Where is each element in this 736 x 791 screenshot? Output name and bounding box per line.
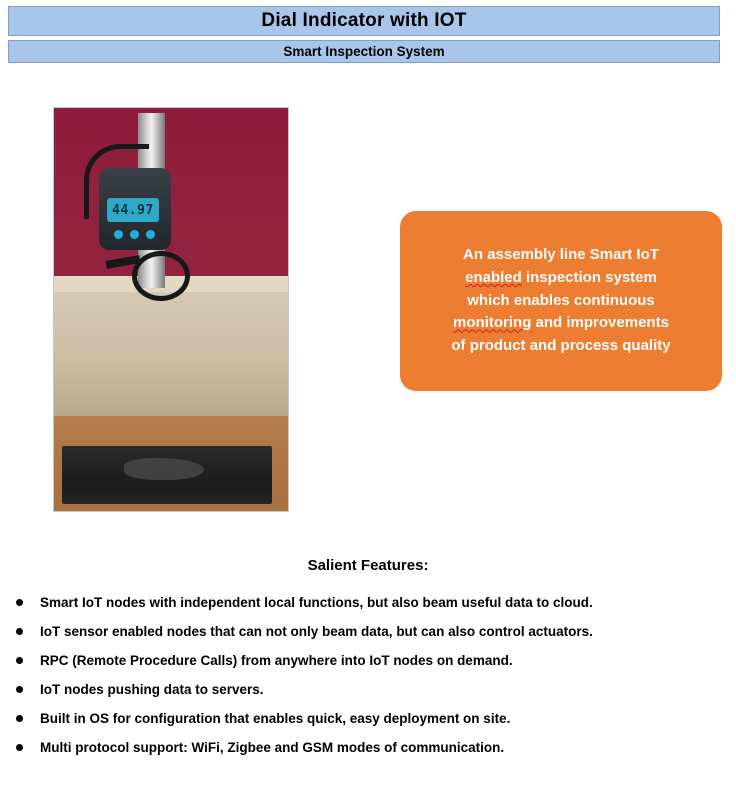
callout-line-4-rest: and improvements <box>531 314 669 332</box>
gauge-reading-value: 44.97 <box>112 202 154 218</box>
callout-line-5: of product and process quality <box>451 337 671 355</box>
feature-text: Built in OS for configuration that enables quick, easy deployment on site. <box>40 711 511 726</box>
bullet-icon <box>16 744 23 751</box>
gauge-display <box>107 198 159 222</box>
list-item <box>0 733 736 762</box>
page-subtitle: Smart Inspection System <box>283 44 445 59</box>
feature-text: IoT sensor enabled nodes that can not only beam data, but can also control actuators. <box>40 624 593 639</box>
list-item <box>0 704 736 733</box>
callout-line-2-rest: inspection system <box>521 268 657 286</box>
dial-indicator-photo <box>53 107 289 512</box>
photo-base-smudge <box>124 458 204 480</box>
callout-line-4-highlight: monitoring <box>453 314 532 332</box>
page-title: Dial Indicator with IOT <box>261 10 467 31</box>
feature-text: RPC (Remote Procedure Calls) from anywhere into IoT nodes on demand. <box>40 653 513 668</box>
gauge-button-2 <box>130 230 139 239</box>
gauge-button-3 <box>146 230 155 239</box>
bullet-icon <box>16 628 23 635</box>
bullet-icon <box>16 715 23 722</box>
feature-text: IoT nodes pushing data to servers. <box>40 682 264 697</box>
list-item <box>0 617 736 646</box>
callout-line-3: which enables continuous <box>467 291 655 309</box>
photo-clamp-ring <box>132 251 190 301</box>
description-callout <box>400 211 722 391</box>
bullet-icon <box>16 657 23 664</box>
bullet-icon <box>16 599 23 606</box>
feature-text: Smart IoT nodes with independent local functions, but also beam useful data to cloud. <box>40 595 593 610</box>
bullet-icon <box>16 686 23 693</box>
callout-line-1: An assembly line Smart IoT <box>463 246 659 263</box>
gauge-button-1 <box>114 230 123 239</box>
callout-text <box>451 244 670 358</box>
list-item <box>0 646 736 675</box>
features-heading: Salient Features: <box>307 557 429 574</box>
list-item <box>0 675 736 704</box>
document-title-banner <box>8 6 720 36</box>
features-list <box>0 588 736 762</box>
document-subtitle-banner <box>8 40 720 63</box>
list-item <box>0 588 736 617</box>
feature-text: Multi protocol support: WiFi, Zigbee and GSM modes of communication. <box>40 740 505 755</box>
callout-line-2-highlight: enabled <box>465 268 522 286</box>
